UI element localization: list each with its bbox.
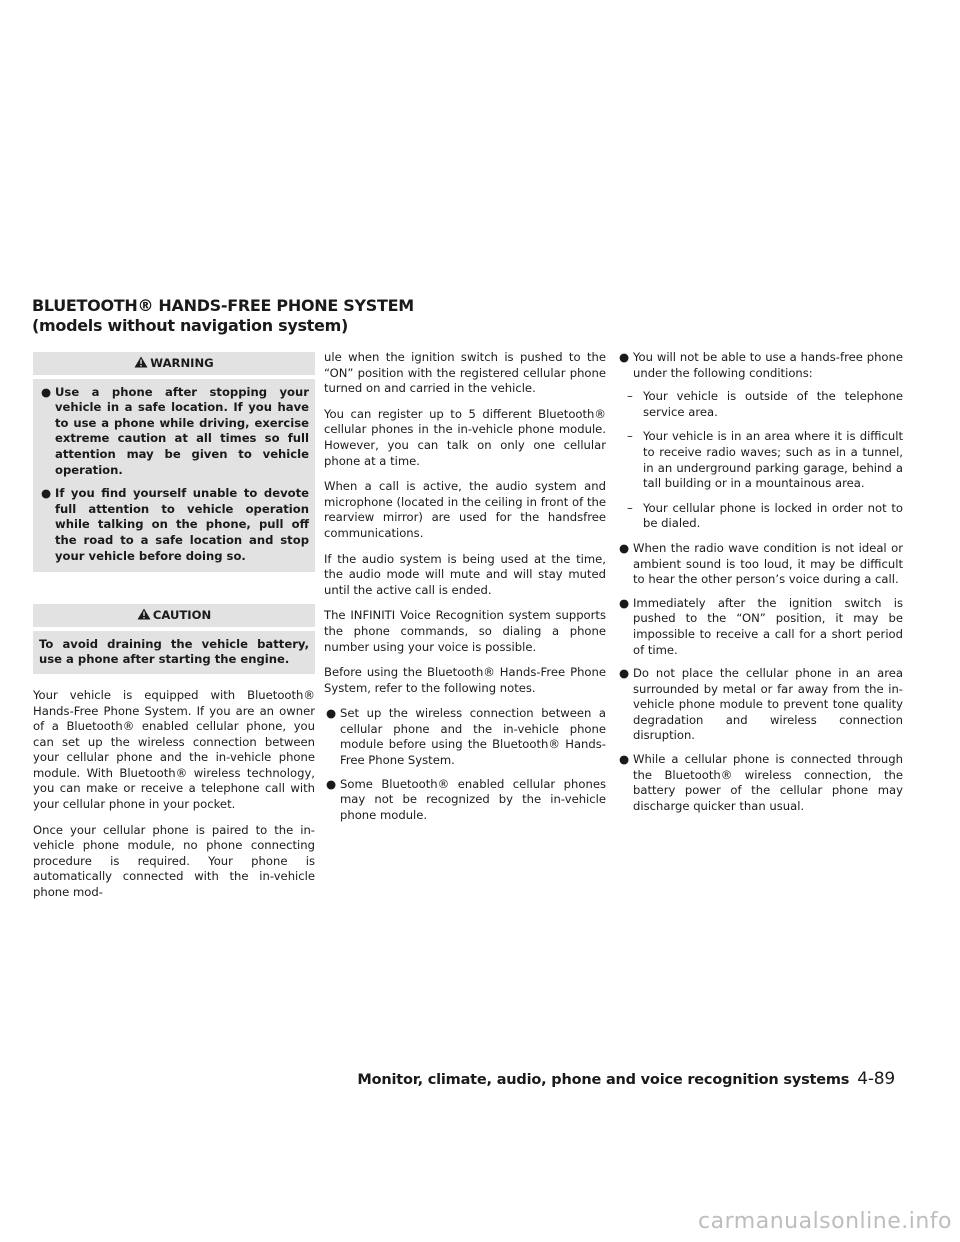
chapter-title: Monitor, climate, audio, phone and voice recognition systems	[357, 1072, 850, 1088]
dash-icon: –	[627, 429, 633, 444]
caution-heading	[33, 604, 315, 631]
watermark: carmanualsonline.info	[698, 1209, 952, 1234]
section-title-line2: (models without navigation system)	[32, 316, 348, 335]
list-item-text: While a cellular phone is connected through the Bluetooth® wireless connection, the battery power of the cellular phone may discharge quicker than usual.	[633, 752, 903, 813]
bullet-icon: ●	[619, 540, 630, 555]
bullet-icon: ●	[619, 595, 630, 610]
list-item	[617, 596, 903, 658]
caution-heading-text: CAUTION	[152, 608, 212, 623]
bullet-icon: ●	[619, 752, 630, 767]
list-item	[617, 350, 903, 381]
list-item	[617, 541, 903, 588]
sub-list-item-text: Your vehicle is in an area where it is difficult to receive radio waves; such as in a tunnel, in an underground parking garage, behind a tall building or in a mountainous area.	[643, 429, 903, 491]
paragraph: Your vehicle is equipped with Bluetooth® Hands-Free Phone System. If you are an owner of a Bluetooth® enabled cellular phone, you can set up the wireless connection between your cellular phone and the in-vehicle phone module. With Bluetooth® wireless technology, you can make or receive a telephone call with your cellular phone in your pocket.	[33, 687, 315, 812]
list-item-text: Immediately after the ignition switch is pushed to the “ON” position, it may be impossible to receive a call for a short period of time.	[633, 595, 903, 657]
list-item	[617, 752, 903, 814]
warning-item	[39, 385, 309, 479]
warning-box	[33, 352, 315, 572]
paragraph: ule when the ignition switch is pushed to the “ON” position with the registered cellular phone turned on and carried in the vehicle.	[324, 350, 606, 396]
paragraph: If the audio system is being used at the time, the audio mode will mute and will stay muted until the active call is ended.	[324, 551, 606, 597]
warning-item	[39, 486, 309, 564]
sub-list-item	[617, 429, 903, 491]
sub-list-item	[617, 501, 903, 532]
column-2	[324, 350, 606, 831]
warning-heading-text: WARNING	[150, 356, 214, 370]
caution-triangle-icon	[137, 608, 151, 620]
section-title-line1: BLUETOOTH® HANDS-FREE PHONE SYSTEM	[32, 296, 414, 315]
section-title	[32, 296, 632, 336]
paragraph: When a call is active, the audio system and microphone (located in the ceiling in front of the rearview mirror) are used for the handsfree communications.	[324, 479, 606, 540]
bullet-icon: ●	[619, 666, 630, 681]
paragraph: The INFINITI Voice Recognition system supports the phone commands, so dialing a phone number using your voice is possible.	[324, 608, 606, 654]
warning-triangle-icon	[134, 356, 148, 368]
list-item	[324, 706, 606, 768]
list-item-text: Do not place the cellular phone in an area surrounded by metal or far away from the in-vehicle phone module to prevent tone quality degradation and wireless connection disruption.	[633, 666, 903, 743]
warning-heading	[33, 352, 315, 379]
list-item	[617, 666, 903, 744]
sub-list-item-text: Your cellular phone is locked in order not to be dialed.	[643, 500, 903, 531]
list-item-text: Some Bluetooth® enabled cellular phones may not be recognized by the in-vehicle phone module.	[340, 776, 606, 822]
bullet-icon: ●	[326, 776, 337, 791]
paragraph: You can register up to 5 different Bluetooth® cellular phones in the in-vehicle phone module. However, you can talk on only one cellular phone at a time.	[324, 406, 606, 468]
dash-icon: –	[627, 500, 633, 515]
warning-item-text: Use a phone after stopping your vehicle in a safe location. If you have to use a phone while driving, exercise extreme caution at all times so full attention may be given to vehicle operation.	[55, 384, 309, 477]
page-number: 4-89	[857, 1069, 895, 1089]
paragraph: Once your cellular phone is paired to the in-vehicle phone module, no phone connecting procedure is required. Your phone is automatically connected with the in-vehicle phone mod-	[33, 822, 315, 900]
caution-box	[33, 604, 315, 674]
bullet-icon: ●	[326, 706, 337, 721]
bullet-icon: ●	[41, 486, 52, 501]
sub-list-item	[617, 389, 903, 420]
list-item-text: Set up the wireless connection between a cellular phone and the in-vehicle phone module before using the Bluetooth® Hands-Free Phone System.	[340, 706, 606, 768]
column-1	[33, 352, 315, 911]
paragraph: Before using the Bluetooth® Hands-Free Phone System, refer to the following notes.	[324, 665, 606, 695]
sub-list-item-text: Your vehicle is outside of the telephone service area.	[643, 389, 903, 419]
list-item	[324, 777, 606, 824]
caution-text: To avoid draining the vehicle battery, use a phone after starting the engine.	[39, 636, 309, 667]
list-item-text: When the radio wave condition is not ideal or ambient sound is too loud, it may be difficult to hear the other person’s voice during a call.	[633, 540, 903, 587]
bullet-icon: ●	[619, 350, 630, 364]
column-3	[617, 350, 903, 822]
page-footer	[357, 1069, 895, 1089]
list-item-text: You will not be able to use a hands-free phone under the following conditions:	[633, 350, 903, 380]
dash-icon: –	[627, 389, 633, 404]
bullet-icon: ●	[41, 384, 52, 399]
warning-item-text: If you find yourself unable to devote full attention to vehicle operation while talking on the phone, pull off the road to a safe location and stop your vehicle before doing so.	[55, 486, 309, 563]
